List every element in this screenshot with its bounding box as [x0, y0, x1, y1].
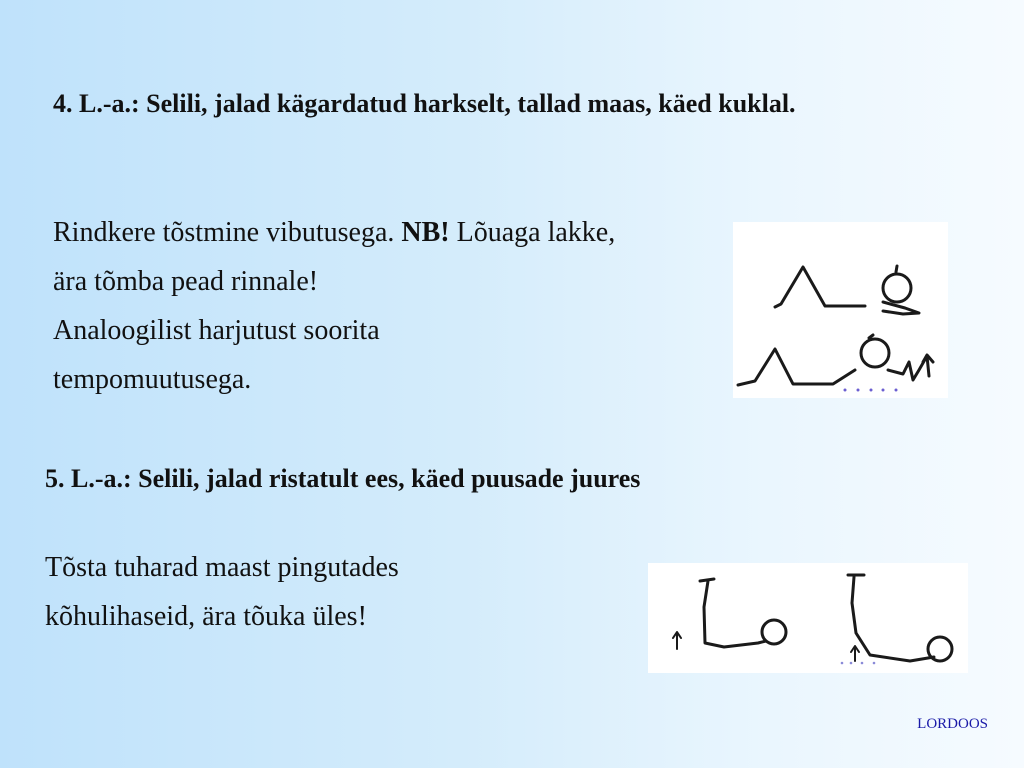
right-figure-head	[928, 637, 952, 661]
exercise-5-line-2: kõhulihaseid, ära tõuka üles!	[45, 601, 367, 632]
left-figure-body	[700, 579, 766, 647]
nb-label: NB!	[401, 217, 450, 248]
right-figure-dots	[841, 662, 876, 665]
exercise-4-line-1-start: Rindkere tõstmine vibutusega.	[53, 217, 395, 248]
upper-figure-arms	[883, 302, 919, 314]
lower-figure-head	[861, 339, 889, 367]
lordoos-link[interactable]: LORDOOS	[917, 716, 988, 732]
exercise-4-description	[53, 208, 733, 404]
lower-figure-dots	[844, 389, 898, 392]
exercise-4-line-1-end: Lõuaga lakke,	[456, 217, 616, 248]
right-figure-arrow	[851, 646, 859, 661]
exercise-5-illustration	[648, 563, 968, 673]
exercise-4-illustration	[733, 222, 948, 398]
exercise-4-heading: 4. L.-a.: Selili, jalad kägardatud harkselt, tallad maas, käed kuklal.	[53, 89, 796, 118]
exercise-5-heading: 5. L.-a.: Selili, jalad ristatult ees, käed puusade juures	[45, 464, 641, 493]
right-figure-body	[848, 575, 934, 661]
exercise-5-stick-figures	[648, 563, 968, 673]
left-figure-arrow	[673, 632, 681, 649]
upper-figure-head	[883, 274, 911, 302]
exercise-5-line-1: Tõsta tuharad maast pingutades	[45, 552, 399, 583]
left-figure-head	[762, 620, 786, 644]
lower-figure-legs-body	[738, 349, 855, 385]
exercise-4-stick-figures	[733, 222, 948, 398]
upper-figure-legs-body	[775, 267, 865, 307]
exercise-4-line-2: ära tõmba pead rinnale!	[53, 266, 319, 297]
exercise-4-line-4: tempomuutusega.	[53, 364, 252, 395]
exercise-5-description	[45, 543, 645, 641]
exercise-4-line-3: Analoogilist harjutust soorita	[53, 315, 380, 346]
exercise-4-line-1	[53, 208, 733, 257]
